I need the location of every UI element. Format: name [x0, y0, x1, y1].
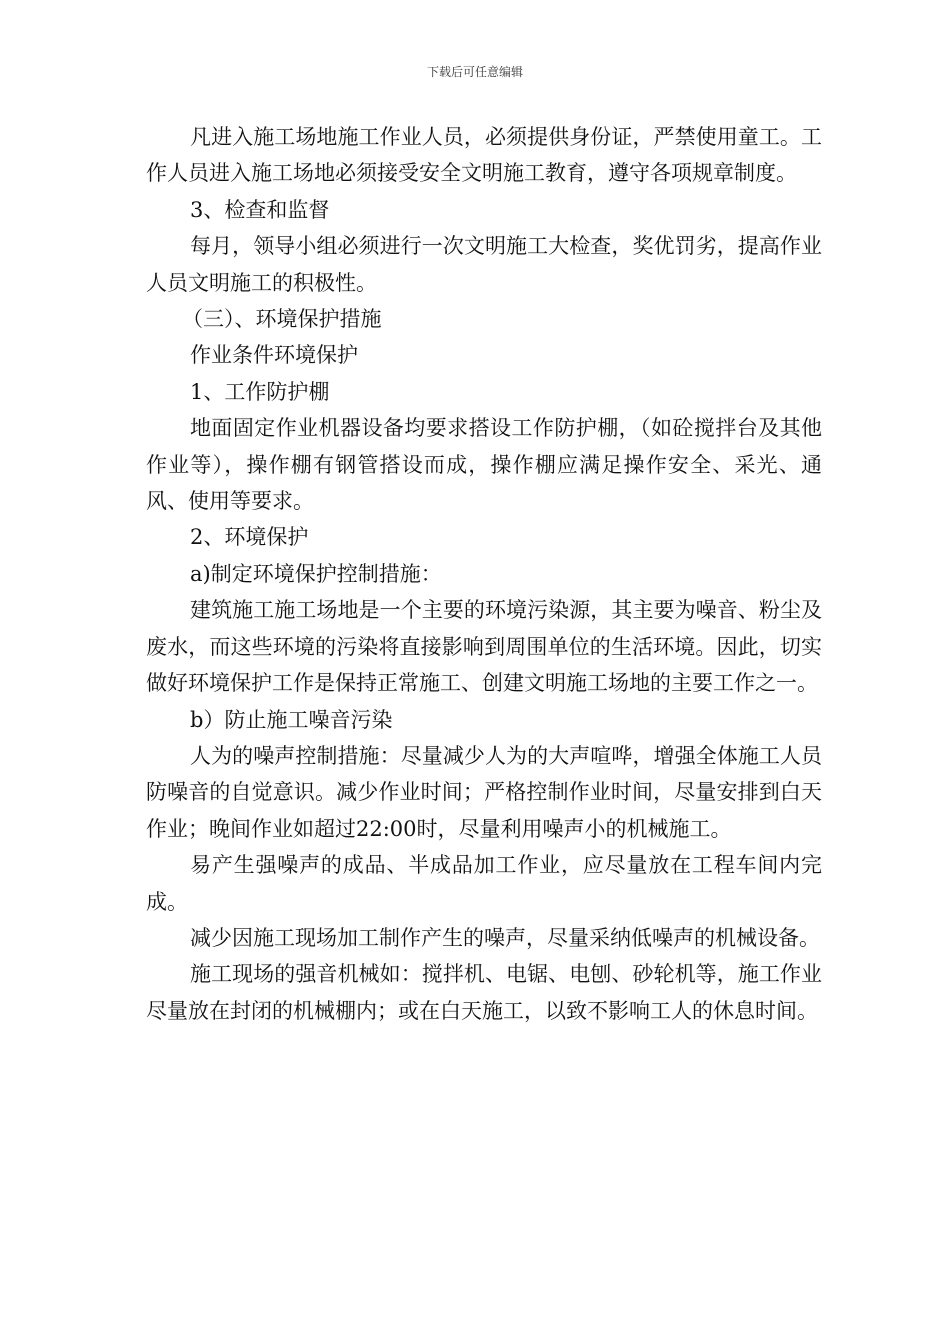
paragraph-id-requirement: 凡进入施工场地施工作业人员，必须提供身份证，严禁使用童工。工作人员进入施工场地必须接受安全文明施工教育，遵守各项规章制度。 — [146, 125, 822, 186]
paragraph-monthly-inspection: 每月，领导小组必须进行一次文明施工大检查，奖优罚劣，提高作业人员文明施工的积极性。 — [146, 234, 822, 295]
paragraph-low-noise-equipment: 减少因施工现场加工制作产生的噪声，尽量采纳低噪声的机械设备。 — [190, 925, 820, 950]
document-body — [146, 119, 822, 1029]
paragraph-workshop: 易产生强噪声的成品、半成品加工作业，应尽量放在工程车间内完成。 — [146, 853, 822, 914]
heading-work-environment: 作业条件环境保护 — [190, 343, 358, 368]
paragraph-pollution-source: 建筑施工施工场地是一个主要的环境污染源，其主要为噪音、粉尘及废水，而这些环境的污染将直接影响到周围单位的生活环境。因此，切实做好环境保护工作是保持正常施工、创建文明施工场地的主要工作之一。 — [146, 598, 822, 696]
heading-environmental-measures: （三）、环境保护措施 — [182, 307, 382, 332]
heading-control-measures: a)制定环境保护控制措施： — [190, 561, 442, 586]
heading-environmental-protection: 2、环境保护 — [190, 525, 309, 550]
paragraph-protective-shed: 地面固定作业机器设备均要求搭设工作防护棚，（如砼搅拌台及其他作业等），操作棚有钢管搭设而成，操作棚应满足操作安全、采光、通风、使用等要求。 — [146, 416, 822, 514]
heading-noise-prevention: b）防止施工噪音污染 — [190, 707, 393, 732]
paragraph-loud-machinery: 施工现场的强音机械如：搅拌机、电锯、电刨、砂轮机等，施工作业尽量放在封闭的机械棚内；或在白天施工，以致不影响工人的休息时间。 — [146, 962, 822, 1023]
page-header: 下载后可任意编辑 — [426, 65, 523, 79]
heading-inspection: 3、检查和监督 — [190, 197, 330, 222]
heading-protective-shed: 1、工作防护棚 — [190, 379, 330, 404]
paragraph-noise-control: 人为的噪声控制措施：尽量减少人为的大声喧哗，增强全体施工人员防噪音的自觉意识。减少作业时间；严格控制作业时间，尽量安排到白天作业；晚间作业如超过22:00时，尽量利用噪声小的机械施工。 — [146, 743, 822, 841]
